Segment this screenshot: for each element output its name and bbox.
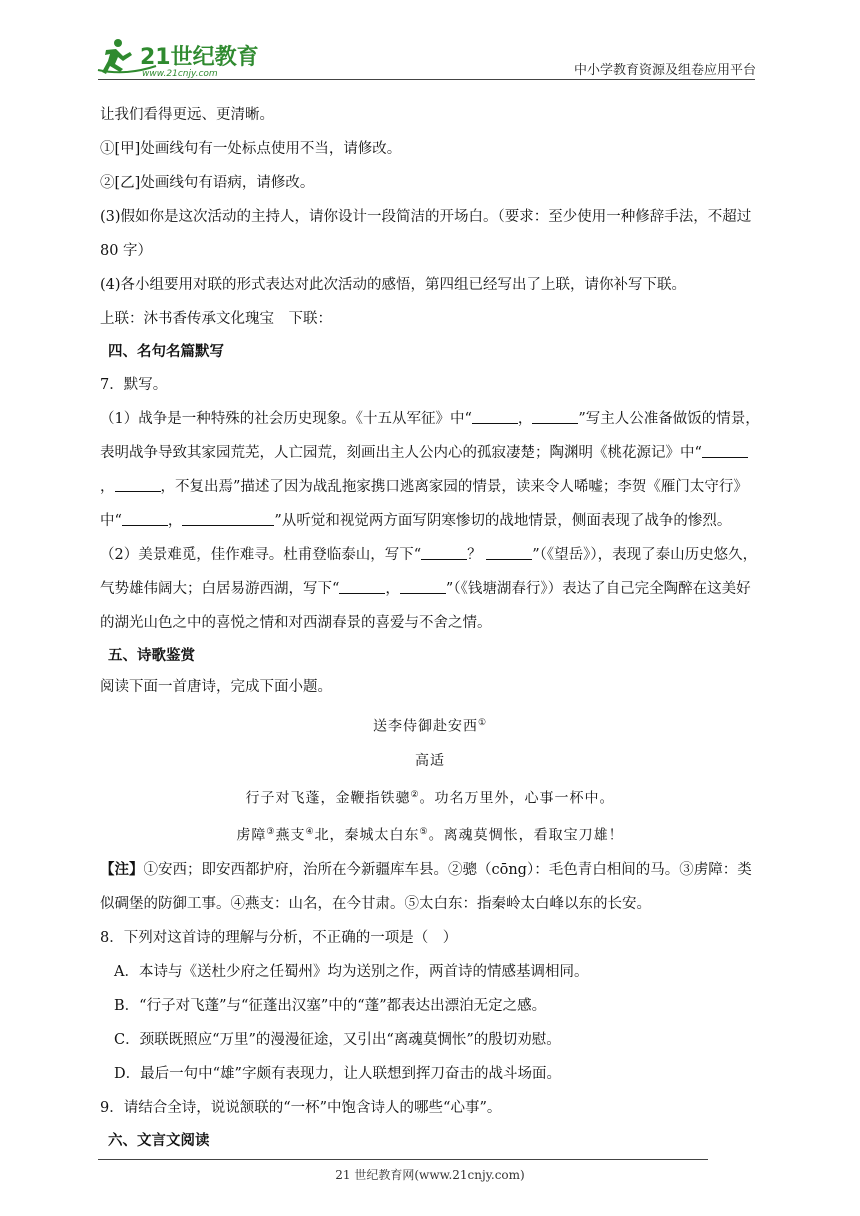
question-4: (4)各小组要用对联的形式表达对此次活动的感悟，第四组已经写出了上联，请你补写下联。 xyxy=(100,277,687,293)
question-3: (3)假如你是这次活动的主持人，请你设计一段简洁的开场白。（要求：至少使用一种修辞手法，不超过 80 字） xyxy=(100,209,752,259)
text-span: ， xyxy=(385,581,400,597)
text-span: ， xyxy=(517,411,533,427)
text-span: 。离魂莫惆怅，看取宝刀雄！ xyxy=(428,827,624,844)
question-7-2 xyxy=(100,538,760,640)
option-c[interactable]: C．颈联既照应“万里”的漫漫征途，又引出“离魂莫惆怅”的殷切劝慰。 xyxy=(114,1031,561,1048)
answer-blank[interactable] xyxy=(702,443,748,458)
text-span: ”从听觉和视觉两方面写阴寒惨切的战地情景，侧面表现了战争的惨烈。 xyxy=(274,513,732,529)
page-header xyxy=(0,0,860,80)
document-body xyxy=(100,98,760,1157)
text-span: （1）战争是一种特殊的社会历史现象。《十五从军征》中“ xyxy=(100,411,472,427)
text-span: ？ xyxy=(467,547,487,563)
poem-line xyxy=(100,778,760,816)
text-span: 行子对飞蓬，金鞭指铁骢 xyxy=(245,790,411,807)
text-span: 虏障 xyxy=(236,827,267,844)
text-line: ①[甲]处画线句有一处标点使用不当，请修改。 xyxy=(100,141,402,157)
poem-title xyxy=(100,706,760,744)
footer-divider xyxy=(98,1159,708,1160)
option-d[interactable]: D．最后一句中“雄”字颇有表现力，让人联想到挥刀奋击的战斗场面。 xyxy=(114,1065,561,1082)
answer-blank[interactable] xyxy=(122,511,168,526)
platform-name: 中小学教育资源及组卷应用平台 xyxy=(573,63,756,78)
answer-blank[interactable] xyxy=(339,579,385,594)
footnote-mark: ③ xyxy=(266,827,276,838)
answer-blank[interactable] xyxy=(486,545,532,560)
text-span: 燕支 xyxy=(275,827,306,844)
question-9: 9．请结合全诗，说说颔联的“一杯”中饱含诗人的哪些“心事”。 xyxy=(100,1099,502,1116)
text-span: ”写主人公准备做饭的情景，表明战争导致其家园荒芜，人亡园荒，刻画出主人公内心的孤寂凄楚；陶渊明《桃花源记》中“ xyxy=(100,411,760,461)
section-heading: 六、文言文阅读 xyxy=(108,1132,210,1149)
answer-blank[interactable] xyxy=(421,545,467,560)
answer-blank[interactable] xyxy=(532,409,578,424)
section-heading: 四、名句名篇默写 xyxy=(108,344,224,360)
text-span: ”（《钱塘湖春行》）表达了自己完全陶醉在这美好的湖光山色之中的喜悦之情和对西湖春景的喜爱与不舍之情。 xyxy=(100,581,751,631)
header-divider xyxy=(98,79,755,80)
answer-blank[interactable] xyxy=(182,511,274,526)
text-line: 让我们看得更远、更清晰。 xyxy=(100,107,274,123)
text-span: 北，秦城太白东 xyxy=(314,827,420,844)
note-label: 【注】 xyxy=(100,860,144,878)
answer-blank[interactable] xyxy=(472,409,518,424)
text-span: ， xyxy=(100,479,115,495)
footnote-mark: ④ xyxy=(305,827,315,838)
question-8: 8．下列对这首诗的理解与分析，不正确的一项是（ ） xyxy=(100,929,458,946)
note-text: ①安西；即安西都护府，治所在今新疆库车县。②骢（cōng）：毛色青白相间的马。③虏障：类似碉堡的防御工事。④燕支：山名，在今甘肃。⑤太白东：指秦岭太白峰以东的长安。 xyxy=(100,861,752,912)
question-7: 7．默写。 xyxy=(100,377,168,393)
answer-blank[interactable] xyxy=(400,579,446,594)
footnote-mark: ⑤ xyxy=(419,827,429,838)
poem-author: 高适 xyxy=(415,752,445,769)
text-span: ，不复出焉”描述了因为战乱拖家携口逃离家园的情景，读来令人唏嘘；李贺《雁门太守行》中“ xyxy=(100,479,748,529)
question-7-1 xyxy=(100,402,760,538)
page-footer: 21 世纪教育网(www.21cnjy.com) xyxy=(335,1168,525,1182)
logo-text: 21世纪教育 xyxy=(140,45,259,70)
couplet-line: 上联：沐书香传承文化瑰宝 下联： xyxy=(100,311,332,327)
footnote-mark: ② xyxy=(410,789,420,800)
answer-blank[interactable] xyxy=(115,477,161,492)
text-span: ”（《望岳》），表现了泰山历史悠久，气势雄伟阔大；白居易游西湖，写下“ xyxy=(100,547,758,597)
section-heading: 五、诗歌鉴赏 xyxy=(108,648,195,664)
text-span: ， xyxy=(167,513,183,529)
text-span: 。功名万里外，心事一杯中。 xyxy=(419,790,615,807)
text-line: ②[乙]处画线句有语病，请修改。 xyxy=(100,175,315,191)
option-a[interactable]: A．本诗与《送杜少府之任蜀州》均为送别之作，两首诗的情感基调相同。 xyxy=(114,963,589,980)
text-span: （2）美景难觅，佳作难寻。杜甫登临泰山，写下“ xyxy=(100,547,422,563)
poem-line xyxy=(100,815,760,853)
footnote-mark: ① xyxy=(477,718,488,728)
option-b[interactable]: B．“行子对飞蓬”与“征蓬出汉塞”中的“蓬”都表达出漂泊无定之感。 xyxy=(114,997,547,1014)
poem-title-text: 送李侍御赴安西 xyxy=(372,718,478,735)
site-logo xyxy=(96,36,266,80)
logo-url: www.21cnjy.com xyxy=(142,69,218,79)
reading-intro: 阅读下面一首唐诗，完成下面小题。 xyxy=(100,679,332,695)
poem-notes xyxy=(100,853,760,921)
